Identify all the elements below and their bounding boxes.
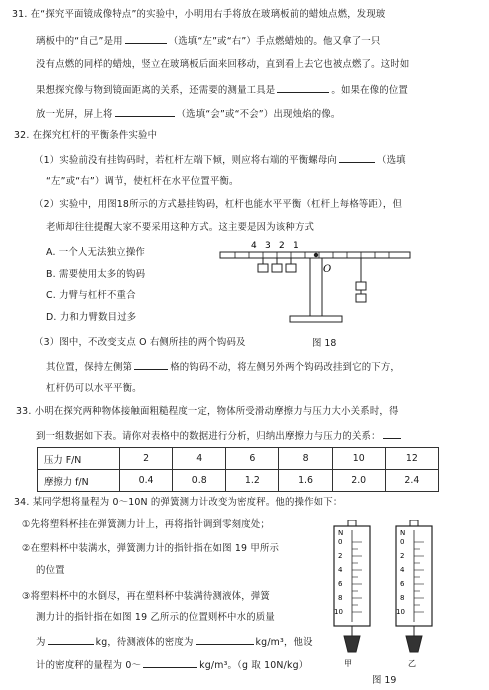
q32-p3-line-3: 杠杆仍可以水平平衡。	[46, 383, 142, 394]
q31-text: 。如果在像的位置	[331, 85, 408, 96]
svg-text:10: 10	[396, 608, 405, 616]
svg-text:4: 4	[400, 566, 405, 574]
q32-p1-line-2: “左”或“右”）调节，使杠杆在水平位置平衡。	[46, 176, 239, 187]
lever-pivot	[314, 253, 318, 257]
left-weights	[258, 258, 296, 272]
table-cell: 2.4	[385, 470, 438, 492]
table-cell: 1.6	[279, 470, 332, 492]
q32-p2-line-2: 老师却往往提醒大家不要采用这种方式。这主要是因为该种方式	[46, 222, 315, 233]
lever-scale-3: 3	[265, 241, 271, 251]
lever-scale-4: 4	[251, 241, 257, 251]
svg-text:0: 0	[400, 538, 405, 546]
q34-blank-mass[interactable]	[48, 634, 94, 645]
q31-line-4	[36, 82, 408, 97]
svg-text:2: 2	[338, 552, 343, 560]
q31-blank-hand[interactable]	[125, 33, 167, 44]
svg-text:N: N	[338, 529, 344, 537]
q34-step-3-line-2: 测力计的指针指在如图 19 乙所示的位置则杯中水的质量	[36, 612, 275, 623]
q32-p1-line-1	[34, 152, 406, 167]
spring-scale-a	[334, 520, 370, 652]
scale-label-jia: 甲	[344, 659, 352, 668]
q33-line-1: 33. 小明在探究两种物体接触面粗糙程度一定，物体所受滑动摩擦力与压力大小关系时，得	[16, 406, 399, 417]
lever-pivot-label: O	[323, 264, 332, 275]
lever-base	[290, 316, 342, 322]
table-header-friction: 摩擦力 f/N	[38, 470, 120, 492]
q31-line-3: 没有点燃的同样的蜡烛，竖立在玻璃板后面来回移动，直到看上去它也被点燃了。这时如	[36, 59, 410, 70]
q31-text: （选填“会”或“不会”）出现烛焰的像。	[176, 109, 341, 120]
table-cell: 6	[226, 448, 279, 470]
q34-step-1: ①先将塑料杯挂在弹簧测力计上，再将指针调到零刻度处；	[22, 519, 270, 530]
spring-scale-figure	[320, 520, 450, 670]
q32-option-d[interactable]: D. 力和力臂数目过多	[46, 312, 137, 323]
q32-blank-direction[interactable]	[339, 152, 375, 163]
q31-text: 放一光屏，屏上将	[36, 109, 113, 120]
q32-p3-line-2	[46, 359, 400, 374]
svg-text:0: 0	[338, 538, 343, 546]
q34-text: kg/m³。（g 取 10N/kg）	[199, 660, 309, 671]
scale-label-yi: 乙	[408, 659, 416, 668]
q31-line-1: 31. 在“探究平面镜成像特点”的实验中，小明用右手将放在玻璃板前的蜡烛点燃，发现玻	[12, 9, 386, 20]
q31-text: 璃板中的“自己”是用	[36, 36, 123, 47]
table-cell: 2	[120, 448, 173, 470]
figure-19-caption: 图 19	[372, 675, 397, 686]
q32-text: （1）实验前没有挂钩码时，若杠杆左端下倾，则应将右端的平衡螺母向	[34, 155, 337, 166]
q33-line-2	[36, 428, 403, 443]
table-cell: 0.8	[173, 470, 226, 492]
q34-blank-density[interactable]	[196, 634, 254, 645]
q34-step-3-line-4	[36, 657, 308, 672]
q32-text: 其位置，保持左侧第	[46, 362, 133, 373]
q33-blank-relation[interactable]	[383, 428, 401, 439]
table-cell: 2.0	[332, 470, 385, 492]
q32-option-b[interactable]: B. 需要使用太多的钩码	[46, 269, 146, 280]
q32-p2-line-1: （2）实验中，用图18所示的方式悬挂钩码，杠杆也能水平平衡（杠杆上每格等距），但	[34, 199, 403, 210]
q32-text: 格的钩码不动，将左侧另外两个钩码改挂到它的下方，	[170, 362, 400, 373]
q31-blank-image[interactable]	[115, 106, 175, 117]
lever-figure	[215, 236, 415, 346]
q31-text: 果想探究像与物到镜面距离的关系，还需要的测量工具是	[36, 85, 276, 96]
svg-text:6: 6	[338, 580, 343, 588]
table-cell: 4	[173, 448, 226, 470]
table-cell: 8	[279, 448, 332, 470]
friction-table	[37, 447, 439, 492]
svg-text:2: 2	[400, 552, 405, 560]
svg-text:N: N	[400, 529, 406, 537]
table-cell: 10	[332, 448, 385, 470]
spring-scale-b	[396, 520, 432, 652]
q34-text: 计的密度秤的量程为 0～	[36, 660, 142, 671]
svg-text:6: 6	[400, 580, 405, 588]
right-weights	[356, 258, 366, 302]
q34-step-3-line-1: ③将塑料杯中的水倒尽，再在塑料杯中装满待测液体，弹簧	[22, 591, 270, 602]
lever-stand	[310, 258, 322, 316]
svg-text:8: 8	[400, 594, 405, 602]
q34-text: kg/m³，他设	[255, 637, 313, 648]
q34-text: 为	[36, 637, 46, 648]
q33-text: 到一组数据如下表。请你对表格中的数据进行分析，归纳出摩擦力与压力的关系：	[36, 431, 381, 442]
table-cell: 0.4	[120, 470, 173, 492]
q32-text: （选填	[377, 155, 406, 166]
table-row	[38, 470, 439, 492]
svg-text:4: 4	[338, 566, 343, 574]
q34-step-3-line-3	[36, 634, 313, 649]
svg-text:8: 8	[338, 594, 343, 602]
table-cell: 1.2	[226, 470, 279, 492]
q31-line-5	[36, 106, 340, 121]
q32-title: 32. 在探究杠杆的平衡条件实验中	[14, 130, 158, 141]
q34-text: kg，待测液体的密度为	[95, 637, 194, 648]
q32-option-c[interactable]: C. 力臂与杠杆不重合	[46, 290, 136, 301]
q32-blank-grid[interactable]	[134, 359, 168, 370]
table-row	[38, 448, 439, 470]
q31-text: （选填“左”或“右”）手点燃蜡烛的。他又拿了一只	[168, 36, 381, 47]
q34-blank-range[interactable]	[143, 657, 197, 668]
lever-scale-2: 2	[279, 241, 285, 251]
lever-scale-1: 1	[293, 241, 299, 251]
q32-p3-line-1: （3）图中，不改变支点 O 右侧所挂的两个钩码及	[34, 337, 246, 348]
figure-18-caption: 图 18	[312, 338, 337, 349]
q31-line-2	[36, 33, 380, 48]
q31-blank-tool[interactable]	[277, 82, 329, 93]
table-cell: 12	[385, 448, 438, 470]
table-header-pressure: 压力 F/N	[38, 448, 120, 470]
q34-step-2-line-2: 的位置	[36, 565, 65, 576]
q34-title: 34. 某同学想将量程为 0～10N 的弹簧测力计改变为密度秤。他的操作如下：	[14, 497, 343, 508]
svg-text:10: 10	[334, 608, 343, 616]
q32-option-a[interactable]: A. 一个人无法独立操作	[46, 247, 145, 258]
q34-step-2-line-1: ②在塑料杯中装满水，弹簧测力计的指针指在如图 19 甲所示	[22, 543, 280, 554]
